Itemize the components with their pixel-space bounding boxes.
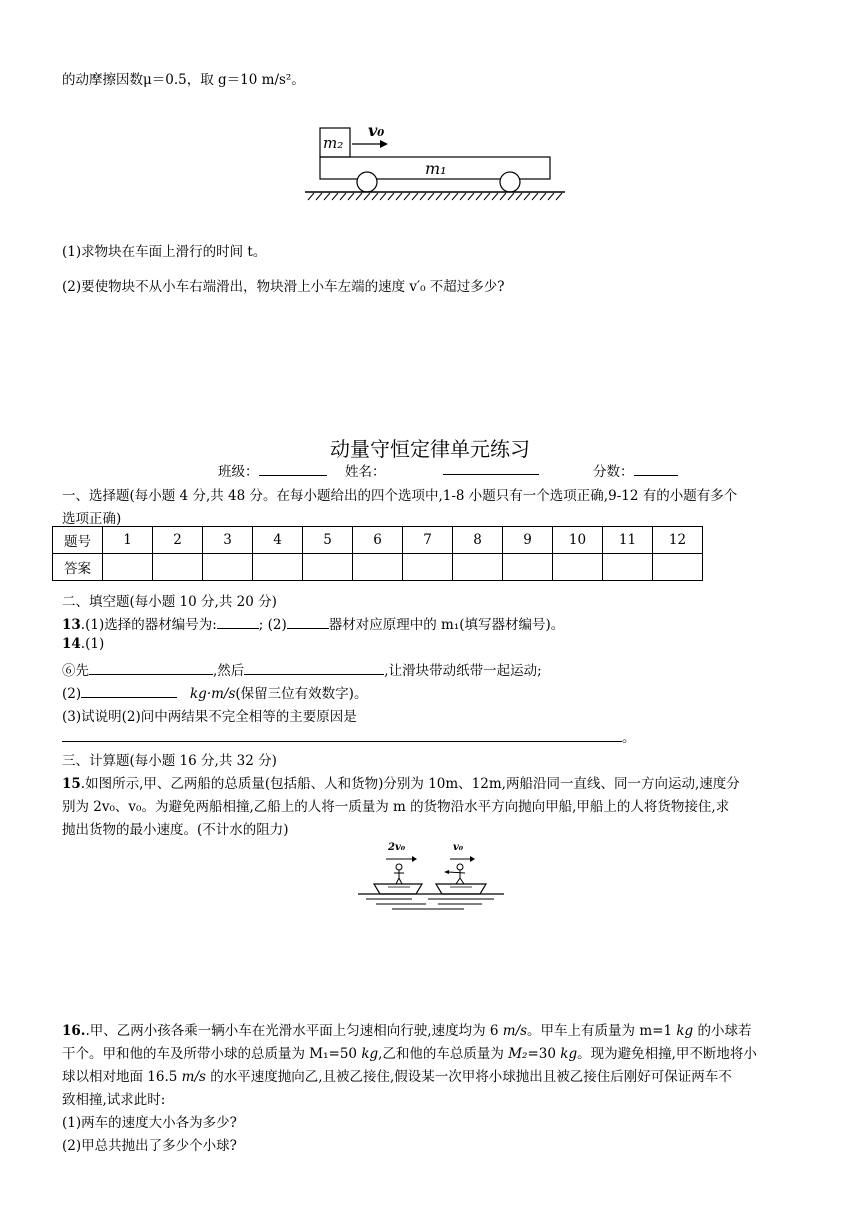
answer-cell[interactable] bbox=[303, 554, 353, 581]
answer-cell[interactable] bbox=[403, 554, 453, 581]
answer-cell[interactable] bbox=[453, 554, 503, 581]
question-1: (1)求物块在车面上滑行的时间 t。 bbox=[62, 244, 267, 260]
question-16-line-4: 致相撞,试求此时: bbox=[62, 1092, 166, 1108]
score-field: 分数： bbox=[593, 460, 678, 480]
table-cell: 4 bbox=[253, 527, 303, 554]
question-2: (2)要使物块不从小车右端滑出，物块滑上小车左端的速度 v′₀ 不超过多少? bbox=[62, 279, 505, 295]
question-16-part-1: (1)两车的速度大小各为多少? bbox=[62, 1115, 237, 1131]
table-row-label: 答案 bbox=[53, 554, 103, 581]
question-14-part-3-blank: 。 bbox=[62, 726, 636, 746]
table-cell: 7 bbox=[403, 527, 453, 554]
table-row bbox=[53, 554, 703, 581]
section-2-heading: 二、填空题(每小题 10 分,共 20 分) bbox=[62, 594, 277, 610]
table-cell: 2 bbox=[153, 527, 203, 554]
question-15-line-2: 别为 2v₀、v₀。为避免两船相撞,乙船上的人将一质量为 m 的货物沿水平方向抛向甲船,甲船上的人将货物接住,求 bbox=[62, 799, 730, 815]
table-row-label: 题号 bbox=[53, 527, 103, 554]
section-3-heading: 三、计算题(每小题 16 分,共 32 分) bbox=[62, 753, 277, 769]
label-v0: v₀ bbox=[368, 121, 385, 140]
table-cell: 10 bbox=[553, 527, 603, 554]
question-14-part-3: (3)试说明(2)问中两结果不完全相等的主要原因是 bbox=[62, 709, 357, 725]
label-v0-boat: v₀ bbox=[453, 842, 464, 853]
question-15-line-3: 抛出货物的最小速度。(不计水的阻力) bbox=[62, 822, 289, 838]
class-field: 班级： bbox=[218, 460, 327, 480]
answer-cell[interactable] bbox=[103, 554, 153, 581]
table-row bbox=[53, 527, 703, 554]
answer-cell[interactable] bbox=[203, 554, 253, 581]
answer-table bbox=[52, 526, 703, 581]
question-14-part-2: (2) kg·m/s(保留三位有效数字)。 bbox=[62, 682, 367, 702]
answer-cell[interactable] bbox=[153, 554, 203, 581]
question-15-line-1: 15.如图所示,甲、乙两船的总质量(包括船、人和货物)分别为 10m、12m,两船沿同一直线、同一方向运动,速度分 bbox=[62, 776, 740, 792]
label-m1: m₁ bbox=[425, 159, 447, 178]
cart-block-figure bbox=[300, 116, 580, 206]
question-14: 14.(1) bbox=[62, 636, 105, 652]
label-m2: m₂ bbox=[323, 134, 344, 152]
answer-cell[interactable] bbox=[603, 554, 653, 581]
question-14-part-1: ⑥先 ,然后 ,让滑块带动纸带一起运动; bbox=[62, 659, 542, 679]
table-cell: 8 bbox=[453, 527, 503, 554]
table-cell: 6 bbox=[353, 527, 403, 554]
table-cell: 1 bbox=[103, 527, 153, 554]
section-1-heading: 一、选择题(每小题 4 分,共 48 分。在每小题给出的四个选项中,1-8 小题只有一个选项正确,9-12 有的小题有多个 bbox=[62, 488, 738, 504]
table-cell: 12 bbox=[653, 527, 703, 554]
table-cell: 11 bbox=[603, 527, 653, 554]
answer-cell[interactable] bbox=[503, 554, 553, 581]
question-16-line-1: 16..甲、乙两小孩各乘一辆小车在光滑水平面上匀速相向行驶,速度均为 6 m/s。甲车上有质量为 m=1 kg 的小球若 bbox=[62, 1023, 752, 1039]
name-field: 姓名： bbox=[345, 464, 386, 480]
answer-cell[interactable] bbox=[353, 554, 403, 581]
problem-condition-line: 的动摩擦因数μ＝0.5，取 g＝10 m/s²。 bbox=[62, 72, 305, 88]
question-16-line-2: 干个。甲和他的车及所带小球的总质量为 M₁=50 kg,乙和他的车总质量为 M₂=30 kg。现为避免相撞,甲不断地将小 bbox=[62, 1046, 757, 1062]
name-blank bbox=[443, 460, 539, 479]
label-2v0: 2v₀ bbox=[388, 842, 406, 853]
boats-figure bbox=[352, 840, 512, 912]
page-title: 动量守恒定律单元练习 bbox=[330, 437, 530, 461]
question-13: 13.(1)选择的器材编号为: ; (2) 器材对应原理中的 m₁(填写器材编号)。 bbox=[62, 613, 564, 633]
answer-cell[interactable] bbox=[253, 554, 303, 581]
table-cell: 5 bbox=[303, 527, 353, 554]
table-cell: 9 bbox=[503, 527, 553, 554]
table-cell: 3 bbox=[203, 527, 253, 554]
section-1-heading-cont: 选项正确) bbox=[62, 511, 122, 527]
question-16-part-2: (2)甲总共抛出了多少个小球? bbox=[62, 1138, 237, 1154]
answer-cell[interactable] bbox=[553, 554, 603, 581]
question-16-line-3: 球以相对地面 16.5 m/s 的水平速度抛向乙,且被乙接住,假设某一次甲将小球抛出且被乙接住后刚好可保证两车不 bbox=[62, 1069, 732, 1085]
answer-cell[interactable] bbox=[653, 554, 703, 581]
